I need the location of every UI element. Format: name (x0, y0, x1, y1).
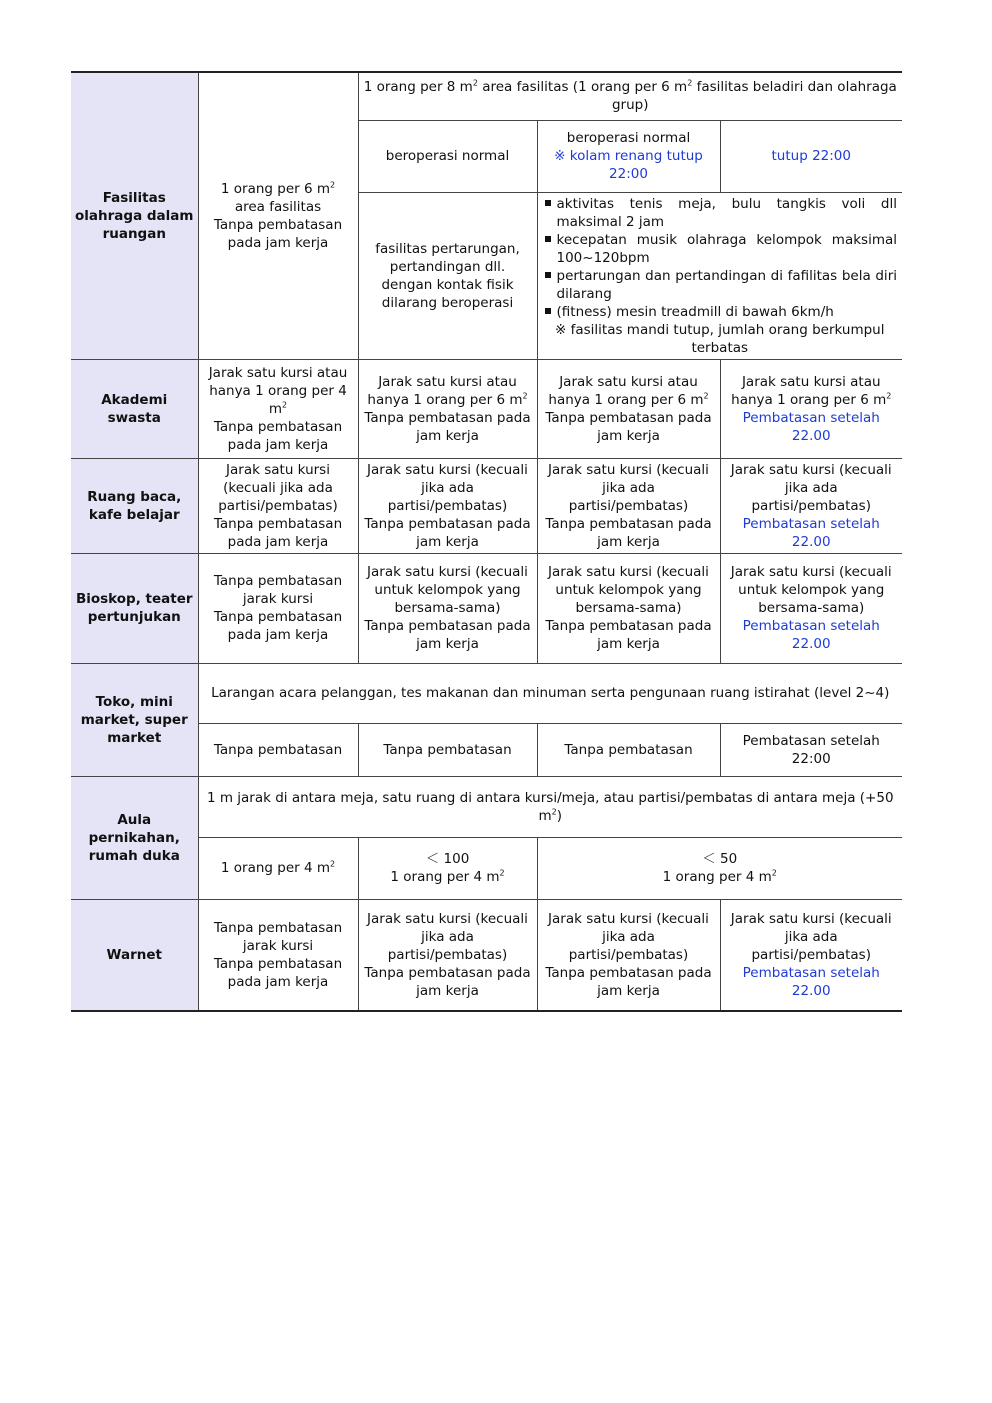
cell: Jarak satu kursi (kecuali untuk kelompok yang bersama-sama) Tanpa pembatasan pada jam kerja (537, 553, 720, 663)
merged-cell: Larangan acara pelanggan, tes makanan dan minuman serta pengunaan ruang istirahat (level 2~4) (198, 663, 902, 723)
cell: Tanpa pembatasan (198, 723, 358, 776)
cell: Jarak satu kursi atau hanya 1 orang per 4 $m^2$ Tanpa pembatasan pada jam kerja (198, 359, 358, 458)
cell: Jarak satu kursi (kecuali jika ada partisi/pembatas) Tanpa pembatasan pada jam kerja (198, 458, 358, 553)
cell: Jarak satu kursi atau hanya 1 orang per 6 $m^2$ Tanpa pembatasan pada jam kerja (358, 359, 537, 458)
table-row (71, 458, 902, 553)
cell: 1 orang per 4 $m^2$ (198, 837, 358, 899)
merged-cell: 1 m jarak di antara meja, satu ruang di antara kursi/meja, atau partisi/pembatas di antara meja (+50 $m^2$) (198, 776, 902, 837)
category-cell: Warnet (71, 899, 198, 1011)
table-row (71, 72, 902, 120)
regulation-table (71, 71, 902, 1012)
cell: Jarak satu kursi (kecuali jika ada partisi/pembatas) Tanpa pembatasan pada jam kerja (358, 458, 537, 553)
bullet-icon (545, 272, 551, 278)
cell: ＜ 100 1 orang per 4 $m^2$ (358, 837, 537, 899)
merged-cell: 1 orang per 8 $m^2$ area fasilitas (1 orang per 6 $m^2$ fasilitas beladiri dan olahraga grup) (358, 72, 902, 120)
table-row (71, 776, 902, 837)
cell: Tanpa pembatasan (537, 723, 720, 776)
cell: tutup 22:00 (720, 120, 902, 192)
table-row (71, 899, 902, 1011)
bullet-icon (545, 236, 551, 242)
cell: Jarak satu kursi (kecuali jika ada partisi/pembatas) Tanpa pembatasan pada jam kerja (537, 458, 720, 553)
cell: Tanpa pembatasan (358, 723, 537, 776)
bullet-icon (545, 308, 551, 314)
cell: Jarak satu kursi (kecuali jika ada partisi/pembatas) Pembatasan setelah 22.00 (720, 899, 902, 1011)
category-cell: Bioskop, teater pertunjukan (71, 553, 198, 663)
cell: Jarak satu kursi (kecuali jika ada partisi/pembatas) Pembatasan setelah 22.00 (720, 458, 902, 553)
table-row (71, 663, 902, 723)
cell: Tanpa pembatasan jarak kursi Tanpa pembatasan pada jam kerja (198, 553, 358, 663)
bullet-icon (545, 200, 551, 206)
cell: Jarak satu kursi atau hanya 1 orang per 6 $m^2$ Tanpa pembatasan pada jam kerja (537, 359, 720, 458)
bullet-cell (537, 192, 902, 359)
table-row (71, 553, 902, 663)
merged-cell: ＜ 50 1 orang per 4 $m^2$ (537, 837, 902, 899)
cell: Jarak satu kursi (kecuali jika ada partisi/pembatas) Tanpa pembatasan pada jam kerja (358, 899, 537, 1011)
cell: fasilitas pertarungan, pertandingan dll. dengan kontak fisik dilarang beroperasi (358, 192, 537, 359)
list-item: kecepatan musik olahraga kelompok maksimal 100~120bpm (543, 231, 898, 267)
cell: beroperasi normal ※ kolam renang tutup 22:00 (537, 120, 720, 192)
category-cell: Fasilitas olahraga dalam ruangan (71, 72, 198, 359)
table-row (71, 359, 902, 458)
cell: Jarak satu kursi atau hanya 1 orang per 6 $m^2$ Pembatasan setelah 22.00 (720, 359, 902, 458)
category-cell: Ruang baca, kafe belajar (71, 458, 198, 553)
cell: Jarak satu kursi (kecuali jika ada partisi/pembatas) Tanpa pembatasan pada jam kerja (537, 899, 720, 1011)
category-cell: Akademi swasta (71, 359, 198, 458)
category-cell: Toko, mini market, super market (71, 663, 198, 776)
cell: Tanpa pembatasan jarak kursi Tanpa pembatasan pada jam kerja (198, 899, 358, 1011)
cell: 1 orang per 6 $m^2$ area fasilitas Tanpa pembatasan pada jam kerja (198, 72, 358, 359)
bullet-list (543, 195, 898, 357)
list-item: pertarungan dan pertandingan di fafilitas bela diri dilarang (543, 267, 898, 303)
list-item: aktivitas tenis meja, bulu tangkis voli dll maksimal 2 jam (543, 195, 898, 231)
cell: Jarak satu kursi (kecuali untuk kelompok yang bersama-sama) Pembatasan setelah 22.00 (720, 553, 902, 663)
list-item: (fitness) mesin treadmill di bawah 6km/h (543, 303, 898, 321)
cell: Jarak satu kursi (kecuali untuk kelompok yang bersama-sama) Tanpa pembatasan pada jam kerja (358, 553, 537, 663)
category-cell: Aula pernikahan, rumah duka (71, 776, 198, 899)
cell: Pembatasan setelah 22:00 (720, 723, 902, 776)
note-item: ※ fasilitas mandi tutup, jumlah orang berkumpul terbatas (555, 321, 885, 356)
cell: beroperasi normal (358, 120, 537, 192)
